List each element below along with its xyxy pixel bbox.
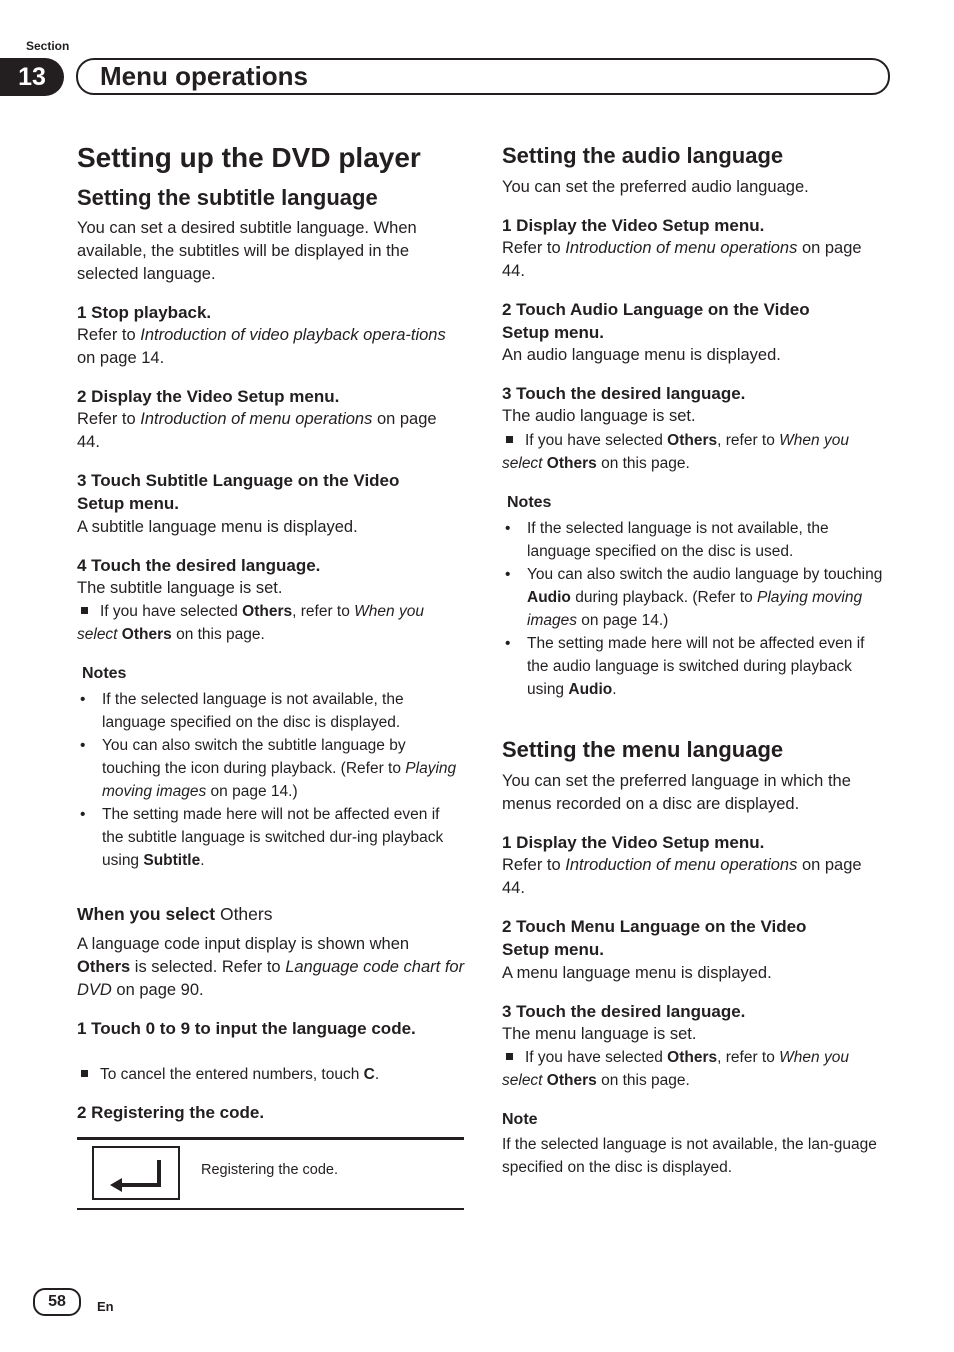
others-step-1-bullet: To cancel the entered numbers, touch C. <box>77 1063 465 1086</box>
audio-step-1-body: Refer to Introduction of menu operations on page 44. <box>502 239 862 280</box>
subtitle-step-4-bullet: If you have selected Others, refer to When you select Others on this page. <box>77 603 424 643</box>
page-title: Setting up the DVD player <box>77 142 421 173</box>
subtitle-step-1-body: Refer to Introduction of video playback opera-tions on page 14. <box>77 326 446 367</box>
square-bullet-icon <box>506 1053 513 1060</box>
subtitle-step-2-body: Refer to Introduction of menu operations on page 44. <box>77 410 437 451</box>
audio-step-3: 3 Touch the desired language. <box>502 384 746 403</box>
list-item: • The setting made here will not be affected even if the audio language is switched during playback using Audio. <box>527 632 890 701</box>
audio-step-2: 2 Touch Audio Language on the Video Setup menu. <box>502 300 810 342</box>
return-arrow-icon <box>94 1148 178 1198</box>
list-item: • You can also switch the subtitle language by touching the icon during playback. (Refer to Playing moving images on page 14.) <box>102 734 465 803</box>
list-item: • If the selected language is not available, the language specified on the disc is displayed. <box>102 688 465 734</box>
menu-step-3: 3 Touch the desired language. <box>502 1002 746 1021</box>
audio-notes-list <box>502 517 890 701</box>
audio-heading: Setting the audio language <box>502 143 784 168</box>
menu-heading: Setting the menu language <box>502 737 784 762</box>
subtitle-step-1: 1 Stop playback. <box>77 303 212 322</box>
subtitle-step-4-body: The subtitle language is set. <box>77 579 283 597</box>
subtitle-notes-list <box>77 688 465 872</box>
menu-note-body: If the selected language is not available, the lan-guage specified on the disc is displayed. <box>502 1136 877 1176</box>
audio-intro: You can set the preferred audio language. <box>502 178 809 196</box>
list-item: • The setting made here will not be affected even if the subtitle language is switched dur-ing playback using Subtitle. <box>102 803 465 872</box>
square-bullet-icon <box>81 1070 88 1077</box>
others-intro: A language code input display is shown when Others is selected. Refer to Language code chart for DVD on page 90. <box>77 935 465 999</box>
audio-step-2-body: An audio language menu is displayed. <box>502 346 781 364</box>
audio-step-1: 1 Display the Video Setup menu. <box>502 216 765 235</box>
subtitle-heading: Setting the subtitle language <box>77 185 378 210</box>
subtitle-intro: You can set a desired subtitle language. When available, the subtitles will be displayed in the selected language. <box>77 219 417 283</box>
list-item: • You can also switch the audio language by touching Audio during playback. (Refer to Playing moving images on page 14.) <box>527 563 890 632</box>
section-label: Section <box>26 39 70 53</box>
menu-step-3-body: The menu language is set. <box>502 1025 697 1043</box>
subtitle-step-2: 2 Display the Video Setup menu. <box>77 387 340 406</box>
subtitle-step-3-body: A subtitle language menu is displayed. <box>77 518 358 536</box>
audio-notes-heading: Notes <box>507 494 552 511</box>
audio-step-3-bullet: If you have selected Others, refer to When you select Others on this page. <box>502 432 849 472</box>
subtitle-step-3: 3 Touch Subtitle Language on the Video Setup menu. <box>77 471 400 513</box>
menu-step-2: 2 Touch Menu Language on the Video Setup menu. <box>502 917 807 959</box>
register-code-table <box>77 1137 464 1210</box>
subtitle-step-4: 4 Touch the desired language. <box>77 556 321 575</box>
menu-note-heading: Note <box>502 1111 538 1128</box>
square-bullet-icon <box>506 436 513 443</box>
table-caption: Registering the code. <box>201 1162 339 1178</box>
menu-intro: You can set the preferred language in which the menus recorded on a disc are displayed. <box>502 772 851 813</box>
others-heading: When you select Others <box>77 904 273 924</box>
section-title: Menu operations <box>100 61 309 91</box>
others-step-1: 1 Touch 0 to 9 to input the language code. <box>77 1019 416 1038</box>
square-bullet-icon <box>81 607 88 614</box>
menu-step-2-body: A menu language menu is displayed. <box>502 964 772 982</box>
list-item: • If the selected language is not available, the language specified on the disc is used. <box>527 517 890 563</box>
page-language: En <box>97 1299 114 1314</box>
menu-step-1: 1 Display the Video Setup menu. <box>502 833 765 852</box>
subtitle-notes-heading: Notes <box>82 665 127 682</box>
return-key-button[interactable] <box>92 1146 180 1200</box>
menu-step-3-bullet: If you have selected Others, refer to When you select Others on this page. <box>502 1049 849 1089</box>
others-step-2: 2 Registering the code. <box>77 1103 265 1122</box>
menu-step-1-body: Refer to Introduction of menu operations on page 44. <box>502 856 862 897</box>
page-number: 58 <box>33 1288 81 1316</box>
audio-step-3-body: The audio language is set. <box>502 407 696 425</box>
section-number: 13 <box>0 58 64 96</box>
